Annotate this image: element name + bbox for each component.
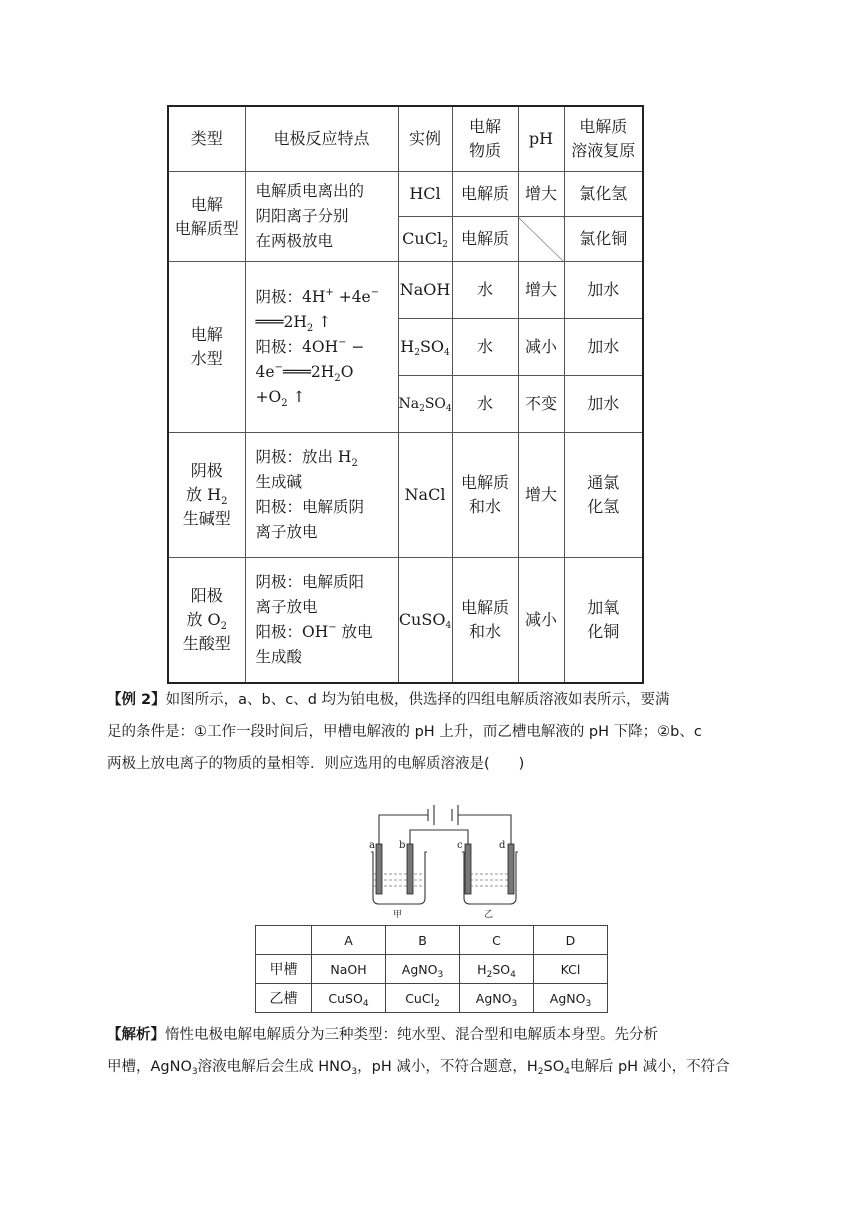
substance-cell: 电解质: [452, 172, 518, 217]
example-cell: NaOH: [398, 262, 452, 319]
cell: AgNO$_3$: [386, 955, 460, 984]
feature-cell: 阴极：电解质阳 离子放电 阳极：OH− 放电 生成酸: [245, 558, 398, 683]
example-cell: CuCl2: [398, 217, 452, 262]
cell: CuCl$_2$: [386, 984, 460, 1013]
cell-label-left: 甲: [393, 910, 403, 920]
example-2-question: [107, 684, 757, 780]
restore-cell: 加氧 化铜: [564, 558, 643, 683]
restore-cell: 加水: [564, 376, 643, 433]
option-b-header: B: [386, 926, 460, 955]
feature-cell: 阴极：放出 $H_2$ 生成碱 阳极：电解质阴 离子放电: [245, 433, 398, 558]
substance-cell: 水: [452, 262, 518, 319]
label-d: d: [499, 840, 506, 851]
example-cell: CuSO4: [398, 558, 452, 683]
type-cell: 阳极 放 $O_2$ 生酸型: [168, 558, 245, 683]
analysis-line: 【解析】惰性电极电解电解质分为三种类型：纯水型、混合型和电解质本身型。先分析: [107, 1027, 658, 1043]
row-label-yi: 乙槽: [256, 984, 312, 1013]
row-label-jia: 甲槽: [256, 955, 312, 984]
restore-cell: 加水: [564, 319, 643, 376]
ph-cell: 减小: [518, 558, 564, 683]
substance-cell: 电解质 和水: [452, 558, 518, 683]
header-substance: 电解 物质: [452, 106, 518, 172]
example-cell: HCl: [398, 172, 452, 217]
feature-cell: 阴极：4H+ +4e− $═══2H_2$ ↑ 阳极：4OH− − $4e^-═══2H_2O$ $+O_2$ ↑: [245, 262, 398, 433]
analysis-paragraph: [107, 1019, 757, 1083]
ph-cell: 不变: [518, 376, 564, 433]
option-c-header: C: [460, 926, 534, 955]
electrode-d: [508, 844, 514, 894]
header-feature: 电极反应特点: [245, 106, 398, 172]
electrode-b: [407, 844, 413, 894]
ph-cell: 增大: [518, 433, 564, 558]
substance-cell: 水: [452, 376, 518, 433]
header-restore: 电解质 溶液复原: [564, 106, 643, 172]
substance-cell: 电解质 和水: [452, 433, 518, 558]
table-header-row: [168, 106, 643, 172]
question-line: 足的条件是：①工作一段时间后，甲槽电解液的 pH 上升，而乙槽电解液的 pH 下降；②b、c: [107, 724, 702, 740]
example-label: 【例 2】: [107, 692, 166, 708]
question-line: 两极上放电离子的物质的量相等．则应选用的电解质溶液是( ): [107, 756, 525, 772]
type-cell: 电解 电解质型: [168, 172, 245, 262]
option-d-header: D: [534, 926, 608, 955]
question-line: 【例 2】如图所示，a、b、c、d 均为铂电极，供选择的四组电解质溶液如表所示，要满: [107, 692, 670, 708]
restore-cell: 氯化铜: [564, 217, 643, 262]
electrode-c: [465, 844, 471, 894]
type-cell: 电解 水型: [168, 262, 245, 433]
restore-cell: 氯化氢: [564, 172, 643, 217]
label-c: c: [457, 840, 463, 851]
solution-options-table: [255, 925, 608, 1013]
electrolysis-apparatus-diagram: [368, 800, 536, 920]
cell: $H_2SO_4$: [460, 955, 534, 984]
cell: AgNO$_3$: [534, 984, 608, 1013]
substance-cell: 电解质: [452, 217, 518, 262]
cell-label-right: 乙: [484, 910, 494, 920]
electrolysis-types-table: [167, 105, 644, 684]
cell: NaOH: [312, 955, 386, 984]
restore-cell: 通氯 化氢: [564, 433, 643, 558]
ph-cell: 增大: [518, 172, 564, 217]
label-b: b: [399, 840, 406, 851]
table-row: [256, 984, 608, 1013]
restore-cell: 加水: [564, 262, 643, 319]
table-row: [168, 262, 643, 319]
option-a-header: A: [312, 926, 386, 955]
ph-cell-empty: [518, 217, 564, 262]
example-cell: H2SO4: [398, 319, 452, 376]
example-cell: NaCl: [398, 433, 452, 558]
table-row: [168, 172, 643, 217]
feature-cell: 电解质电离出的 阴阳离子分别 在两极放电: [245, 172, 398, 262]
electrode-a: [376, 844, 382, 894]
ph-cell: 减小: [518, 319, 564, 376]
header-ph: pH: [518, 106, 564, 172]
ph-cell: 增大: [518, 262, 564, 319]
analysis-line: 甲槽，AgNO$_3$溶液电解后会生成 $HNO_3$，pH 减小，不符合题意，$H_2SO_4$电解后 pH 减小，不符合: [107, 1059, 730, 1077]
table-row: [168, 433, 643, 558]
corner-cell: [256, 926, 312, 955]
substance-cell: 水: [452, 319, 518, 376]
header-type: 类型: [168, 106, 245, 172]
cell: KCl: [534, 955, 608, 984]
table-row: [168, 558, 643, 683]
example-cell: $Na_2SO_4$: [398, 376, 452, 433]
table-header-row: [256, 926, 608, 955]
cell: CuSO$_4$: [312, 984, 386, 1013]
cell: AgNO$_3$: [460, 984, 534, 1013]
table-row: [256, 955, 608, 984]
analysis-label: 【解析】: [107, 1027, 165, 1043]
label-a: a: [369, 840, 375, 851]
header-example: 实例: [398, 106, 452, 172]
type-cell: 阴极 放 $H_2$ 生碱型: [168, 433, 245, 558]
